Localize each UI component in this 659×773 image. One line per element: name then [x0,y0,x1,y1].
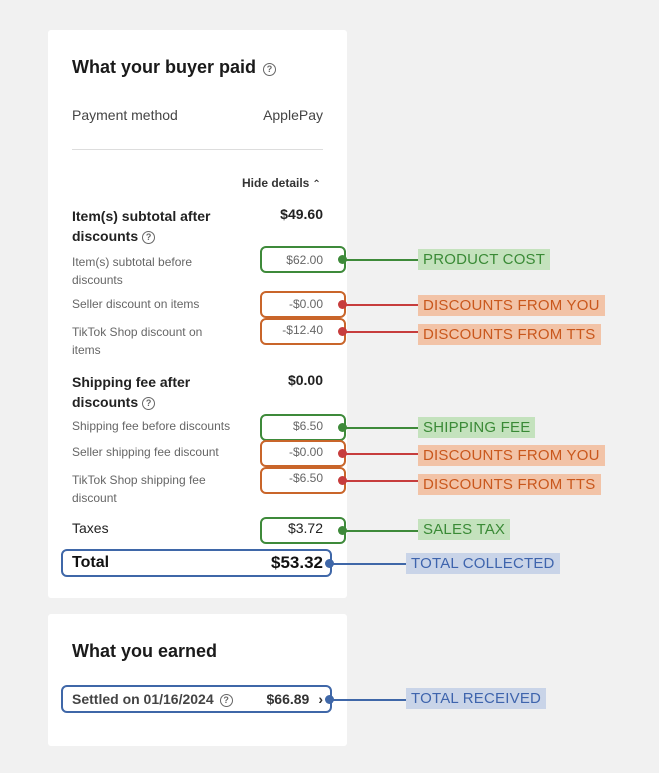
chevron-right-icon: › [318,691,323,707]
tag-discounts-from-tts: DISCOUNTS FROM TTS [418,474,601,495]
shipping-before-value: $6.50 [292,419,323,433]
total-label: Total [72,554,110,571]
tag-discounts-from-you: DISCOUNTS FROM YOU [418,295,605,316]
connector-line [333,699,406,701]
annotation-box-taxes [260,517,346,544]
shipping-after-value: $0.00 [287,372,323,388]
seller-ship-discount-value: -$0.00 [288,445,323,459]
tag-product-cost: PRODUCT COST [418,249,550,270]
help-icon[interactable]: ? [220,694,233,707]
help-icon[interactable]: ? [142,231,155,244]
connector-line [346,259,418,261]
tag-total-received: TOTAL RECEIVED [406,688,546,709]
taxes-value: $3.72 [287,520,323,536]
annotation-box-settled [61,685,332,713]
connector-line [346,304,418,306]
connector-line [346,331,418,333]
tag-shipping-fee: SHIPPING FEE [418,417,535,438]
tag-discounts-from-you: DISCOUNTS FROM YOU [418,445,605,466]
tts-ship-discount-label: TikTok Shop shipping fee discount [72,473,206,505]
connector-line [346,427,418,429]
connector-line [346,453,418,455]
seller-discount-label: Seller discount on items [72,297,200,311]
seller-discount-value: -$0.00 [288,297,323,311]
earned-title: What you earned [72,641,218,661]
items-before-label: Item(s) subtotal before discounts [72,255,193,287]
annotation-box-total [61,549,332,577]
connector-line [346,480,418,482]
shipping-before-label: Shipping fee before discounts [72,419,231,433]
shipping-after-label: Shipping fee after discounts ? [72,374,191,410]
items-subtotal-value: $49.60 [280,206,323,222]
items-subtotal-label: Item(s) subtotal after discounts ? [72,208,211,244]
annotation-box-tts-discount [260,318,346,345]
connector-line [346,530,418,532]
annotation-box-tts-ship-discount [260,467,346,494]
items-before-value: $62.00 [286,253,323,267]
total-value: $53.32 [271,553,323,572]
settled-label[interactable]: Settled on 01/16/2024 ? [72,691,233,707]
tts-ship-discount-value: -$6.50 [288,471,323,485]
tag-total-collected: TOTAL COLLECTED [406,553,560,574]
tts-discount-label: TikTok Shop discount on items [72,325,203,357]
taxes-label: Taxes [72,520,109,536]
hide-details-link[interactable]: Hide details ⌃ [242,176,321,190]
annotation-box-seller-discount [260,291,346,318]
help-icon[interactable]: ? [263,63,276,76]
annotation-box-seller-ship-discount [260,440,346,467]
settled-value-row[interactable]: $66.89 › [266,691,323,707]
tag-sales-tax: SALES TAX [418,519,510,540]
annotation-box-product-cost [260,246,346,273]
chevron-up-icon: ⌃ [312,179,321,190]
annotation-box-shipping-fee [260,414,346,441]
tag-discounts-from-tts: DISCOUNTS FROM TTS [418,324,601,345]
divider [72,149,323,150]
earned-card [48,614,347,746]
help-icon[interactable]: ? [142,397,155,410]
payment-method-label: Payment method [72,107,178,123]
seller-ship-discount-label: Seller shipping fee discount [72,445,219,459]
payment-method-value: ApplePay [263,107,323,123]
tts-discount-value: -$12.40 [282,323,323,337]
buyer-paid-title: What your buyer paid ? [72,57,276,78]
connector-line [333,563,406,565]
